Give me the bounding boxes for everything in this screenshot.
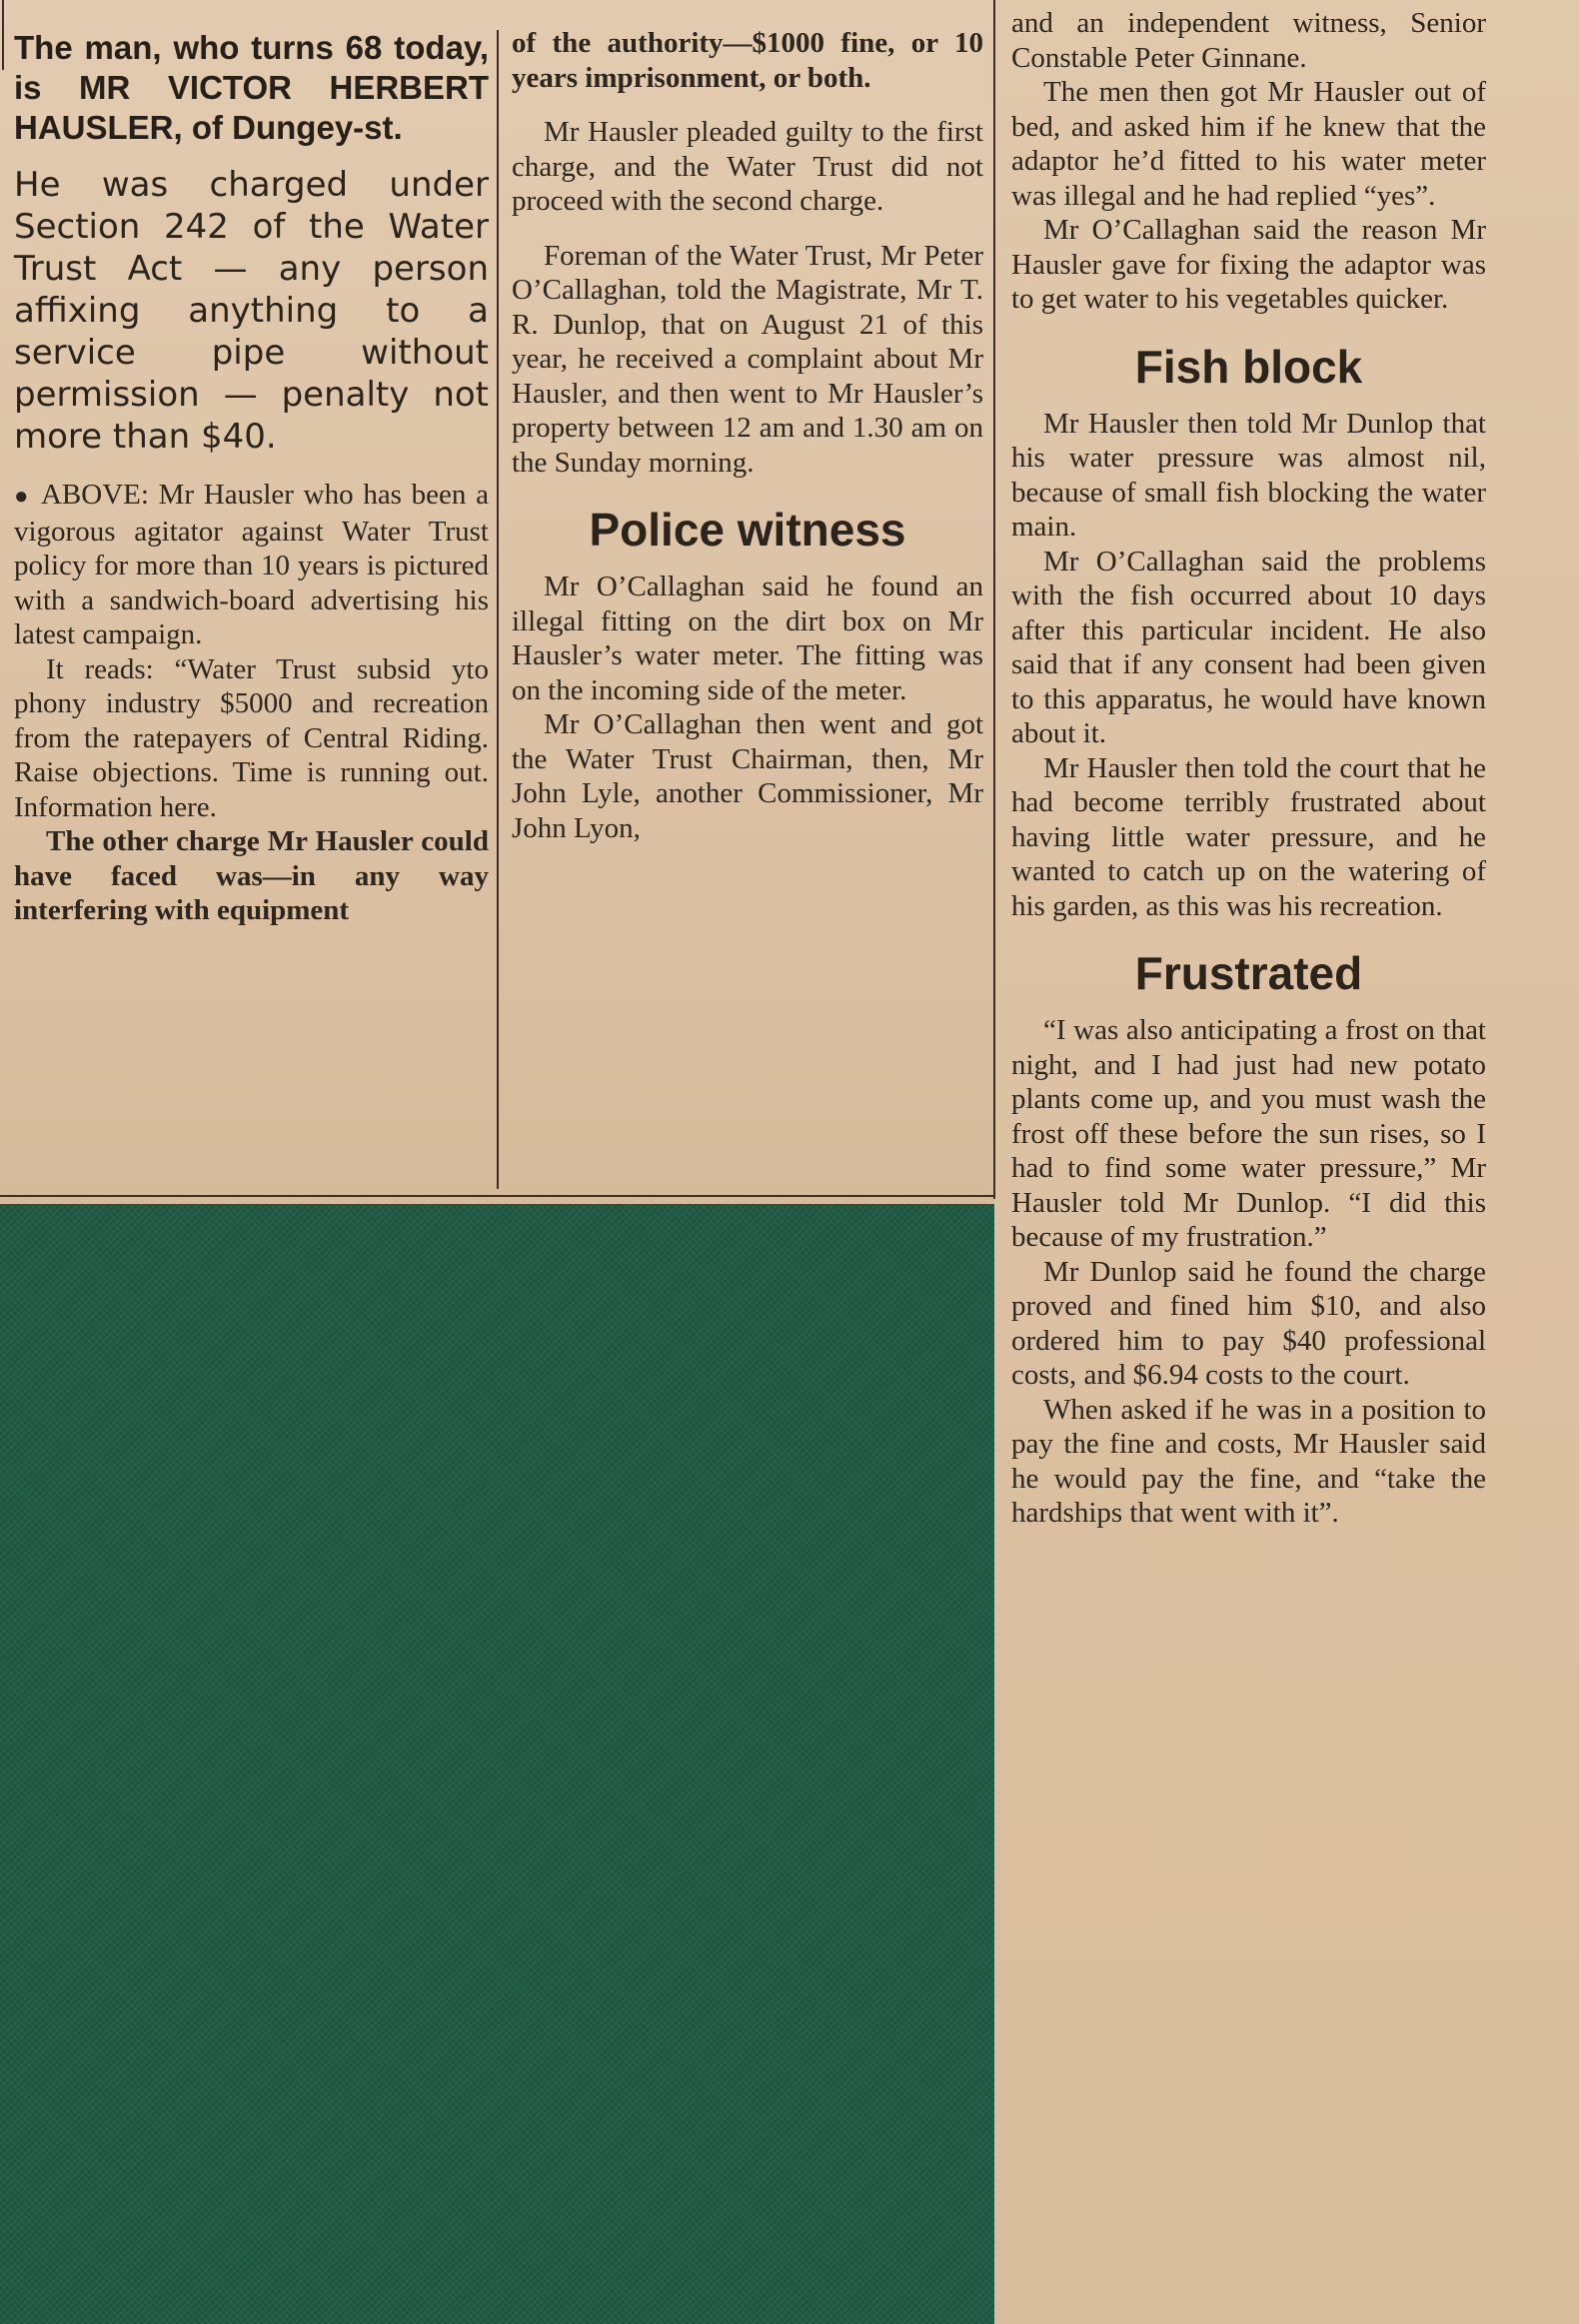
article-intro: He was charged under Section 242 of the Water Trust Act — any person affixing anything to a service pipe without permission — penalty not more than $40. [14,165,489,457]
article-column-3 [1011,6,1486,1531]
frost-quote-paragraph: “I was also anticipating a frost on that night, and I had just had new potato plants come up, and you must wash the frost off these before the sun rises, so I had to find some water pressure,” Mr Hausler told Mr Dunlop. “I did this because of my frustration.” [1011,1014,1486,1253]
fine-paragraph: Mr Dunlop said he found the charge proved and fined him $10, and also ordered him to pay $40 professional costs, and $6.94 costs to the court. [1011,1255,1486,1391]
article-lead: The man, who turns 68 today, is MR VICTOR HERBERT HAUSLER, of Dungey-st. [14,29,489,146]
column-rule-left-edge [2,0,4,70]
foreman-paragraph: Foreman of the Water Trust, Mr Peter O’Callaghan, told the Magistrate, Mr T. R. Dunlop, that on August 21 of this year, he received a complaint about Mr Hausler, and then went to Mr Hausler’s property between 12 am and 1.30 am on the Sunday morning. [512,239,983,479]
subhead-frustrated: Frustrated [1134,947,1363,999]
witness-paragraph: and an independent witness, Senior Constable Peter Ginnane. [1011,7,1486,74]
adaptor-paragraph: The men then got Mr Hausler out of bed, and asked him if he knew that the adaptor he’d fitted to his water meter was illegal and he had replied “yes”. [1011,76,1486,212]
pressure-paragraph: Mr Hausler then told Mr Dunlop that his water pressure was almost nil, because of small fish blocking the water main. [1011,407,1486,543]
fitting-paragraph: Mr O’Callaghan said he found an illegal fitting on the dirt box on Mr Hausler’s water meter. The fitting was on the incoming side of the meter. [512,571,983,706]
subhead-fish-block: Fish block [1134,340,1363,393]
article-column-1 [14,28,489,928]
fish-problem-paragraph: Mr O’Callaghan said the problems with the fish occurred about 10 days after this particular incident. He also said that if any consent had been given to this apparatus, he would have known about it. [1011,545,1486,749]
chairman-paragraph: Mr O’Callaghan then went and got the Water Trust Chairman, then, Mr John Lyle, another Commissioner, Mr John Lyon, [512,708,983,844]
reason-paragraph: Mr O’Callaghan said the reason Mr Hausler gave for fixing the adaptor was to get water to his vegetables quicker. [1011,214,1486,315]
photo-caption: ● ABOVE: Mr Hausler who has been a vigorous agitator against Water Trust policy for more than 10 years is pictured with a sandwich-board advertising his latest campaign. [14,478,489,652]
subhead-police-witness: Police witness [589,504,906,556]
frustration-paragraph: Mr Hausler then told the court that he had become terribly frustrated about having little water pressure, and he wanted to catch up on the watering of his garden, as this was his recreation. [1011,751,1486,922]
plea-paragraph: Mr Hausler pleaded guilty to the first charge, and the Water Trust did not proceed with the second charge. [512,116,983,217]
continued-paragraph: of the authority—$1000 fine, or 10 years imprisonment, or both. [512,27,983,94]
other-charge-paragraph: The other charge Mr Hausler could have faced was—in any way interfering with equipment [14,825,489,926]
hardship-paragraph: When asked if he was in a position to pay the fine and costs, Mr Hausler said he would pay the fine, and “take the hardships that went with it”. [1011,1393,1486,1529]
green-backing-board [0,1204,994,2324]
sign-text-paragraph: It reads: “Water Trust subsid yto phony industry $5000 and recreation from the ratepayers of Central Riding. Raise objections. Time is running out. Information here. [14,652,489,823]
column-rule-2 [993,0,995,1199]
column-rule-1 [497,30,499,1189]
article-column-2 [512,26,983,845]
clipping-bottom-rule [0,1195,993,1197]
